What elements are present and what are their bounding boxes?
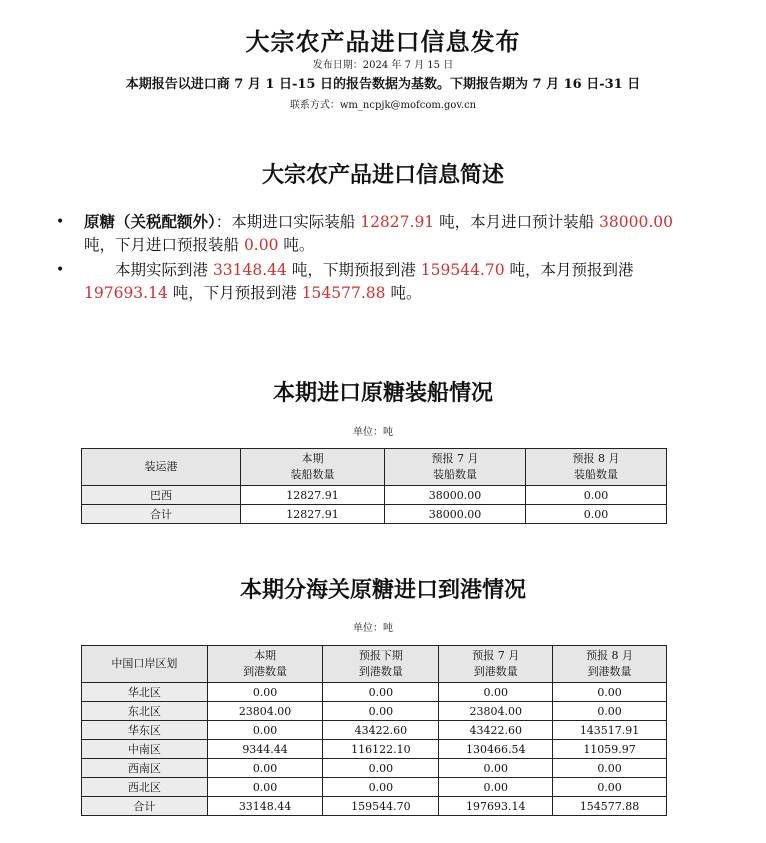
arrival-table [81,645,667,816]
table-row [82,778,667,797]
cell-region: 华北区 [82,683,208,702]
table-row-total [82,505,667,524]
value-month-expected-shipment: 38000.00 [599,213,673,231]
cell-region: 西南区 [82,759,208,778]
cell-current: 12827.91 [241,486,385,505]
cell-aug: 0.00 [553,759,667,778]
shipping-heading: 本期进口原糖装船情况 [272,381,493,406]
cell-next: 0.00 [323,778,439,797]
table-row [82,486,667,505]
cell-region: 华东区 [82,721,208,740]
cell-next: 0.00 [323,683,439,702]
table-row [82,759,667,778]
value-actual-shipment: 12827.91 [360,213,435,231]
cell-next: 43422.60 [323,721,439,740]
summary-text: 吨，下月预报到港 [167,284,302,302]
col-header-line: 预报 8 月 [572,452,620,465]
col-header-aug [526,449,667,486]
cell-aug: 11059.97 [553,740,667,759]
contact-info: 联系方式：wm_ncpjk@mofcom.gov.cn [289,100,477,111]
cell-next: 0.00 [323,702,439,721]
col-header-line: 本期 [301,452,324,465]
cell-jul: 130466.54 [439,740,553,759]
commodity-label: 原糖（关税配额外） [84,213,216,231]
col-header-line: 预报 8 月 [586,649,634,662]
table-header-row [82,646,667,683]
cell-current: 0.00 [207,721,323,740]
cell-next: 0.00 [323,759,439,778]
col-header-line: 预报下期 [358,649,403,662]
summary-item-arrival [56,259,702,305]
cell-region: 合计 [82,797,208,816]
summary-text: 吨，下期预报到港 [286,261,421,279]
col-header-jul [439,646,553,683]
col-header-line: 到港数量 [473,665,518,678]
col-header-line: 装船数量 [290,468,335,481]
page-title: 大宗农产品进口信息发布 [245,28,521,56]
cell-port: 巴西 [82,486,241,505]
cell-jul: 0.00 [439,759,553,778]
summary-text: 吨。 [278,236,315,254]
value-next-month-arrival: 154577.88 [301,284,386,302]
cell-aug: 154577.88 [553,797,667,816]
col-header-line: 本期 [254,649,277,662]
cell-aug: 0.00 [553,778,667,797]
arrival-unit: 单位：吨 [353,623,393,634]
cell-current: 0.00 [207,778,323,797]
cell-next: 159544.70 [323,797,439,816]
col-header-line: 装船数量 [574,468,618,481]
summary-text: 吨，下月进口预报装船 [84,236,244,254]
shipping-unit: 单位：吨 [353,427,393,438]
table-row [82,683,667,702]
col-header-aug [553,646,667,683]
cell-jul: 43422.60 [439,721,553,740]
cell-region: 西北区 [82,778,208,797]
summary-text: 本期实际到港 [115,261,213,279]
cell-port: 合计 [82,505,241,524]
col-header-port: 装运港 [82,449,241,486]
bullet-icon: • [56,262,65,278]
cell-current: 9344.44 [207,740,323,759]
cell-aug: 143517.91 [553,721,667,740]
col-header-current [207,646,323,683]
col-header-region: 中国口岸区划 [82,646,208,683]
table-row [82,721,667,740]
col-header-line: 到港数量 [243,665,288,678]
summary-heading: 大宗农产品进口信息简述 [261,163,504,188]
value-month-arrival: 197693.14 [84,284,168,302]
cell-region: 中南区 [82,740,208,759]
col-header-current [241,449,385,486]
cell-current: 0.00 [207,683,323,702]
cell-aug: 0.00 [526,486,667,505]
col-header-line: 预报 7 月 [431,452,479,465]
cell-region: 东北区 [82,702,208,721]
cell-jul: 23804.00 [439,702,553,721]
cell-aug: 0.00 [553,702,667,721]
summary-item-raw-sugar [56,211,702,257]
cell-jul: 38000.00 [385,505,526,524]
summary-text: 吨，本月进口预计装船 [434,213,600,231]
cell-current: 23804.00 [207,702,323,721]
cell-next: 116122.10 [323,740,439,759]
cell-jul: 0.00 [439,778,553,797]
cell-aug: 0.00 [553,683,667,702]
shipping-table [81,448,667,524]
cell-aug: 0.00 [526,505,667,524]
cell-jul: 197693.14 [439,797,553,816]
cell-jul: 0.00 [439,683,553,702]
col-header-line: 预报 7 月 [472,649,520,662]
table-row-total [82,797,667,816]
col-header-next [323,646,439,683]
col-header-jul [385,449,526,486]
table-row [82,702,667,721]
cell-current: 12827.91 [241,505,385,524]
col-header-line: 到港数量 [358,665,403,678]
bullet-icon: • [56,214,65,230]
col-header-line: 装船数量 [433,468,477,481]
table-header-row [82,449,667,486]
cell-jul: 38000.00 [385,486,526,505]
report-period-notice: 本期报告以进口商 7 月 1 日-15 日的报告数据为基数。下期报告期为 7 月 16 日-31 日 [125,77,641,92]
cell-current: 0.00 [207,759,323,778]
summary-text: ：本期进口实际装船 [215,213,361,231]
value-actual-arrival: 33148.44 [212,261,287,279]
arrival-heading: 本期分海关原糖进口到港情况 [239,578,526,603]
value-next-month-shipment: 0.00 [243,236,279,254]
col-header-line: 到港数量 [587,665,632,678]
value-next-period-arrival: 159544.70 [420,261,505,279]
summary-text: 吨。 [385,284,422,302]
summary-list [56,211,702,307]
cell-current: 33148.44 [207,797,323,816]
publish-date: 发布日期：2024 年 7 月 15 日 [312,60,454,71]
table-row [82,740,667,759]
summary-text: 吨，本月预报到港 [504,261,634,279]
